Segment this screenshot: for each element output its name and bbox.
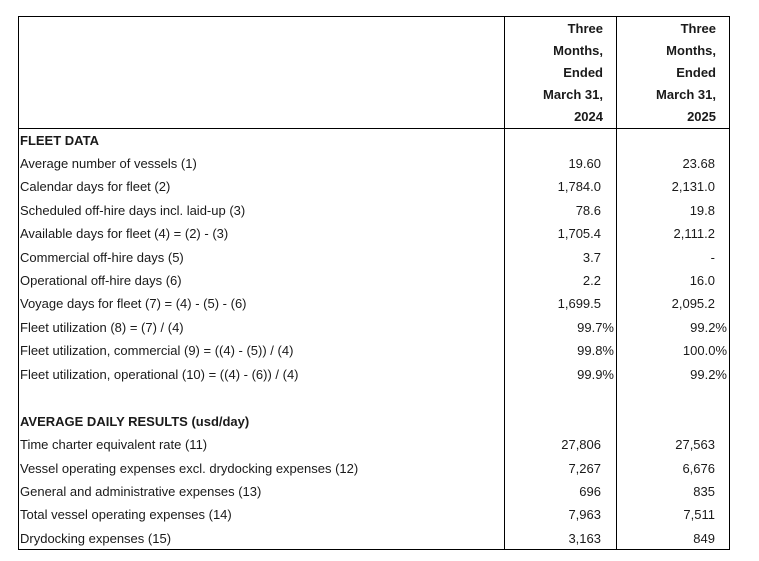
value-2025: 2,131.0	[671, 179, 715, 194]
value-2025: -	[710, 250, 715, 265]
header-year: 2024	[574, 109, 603, 124]
value-2025: 2,095.2	[671, 296, 715, 311]
row-label: Fleet utilization, commercial (9) = ((4) - (5)) / (4)	[20, 343, 294, 358]
row-label: Voyage days for fleet (7) = (4) - (5) - (6)	[20, 296, 247, 311]
value-2024: 1,784.0	[557, 179, 601, 194]
table-row	[19, 269, 729, 292]
section-heading: AVERAGE DAILY RESULTS (usd/day)	[20, 414, 250, 429]
value-2024: 78.6	[575, 203, 601, 218]
value-2024: 2.2	[582, 273, 601, 288]
section-heading-fleet-data	[19, 129, 729, 152]
table-row	[19, 433, 729, 456]
table-row	[19, 503, 729, 526]
table-row	[19, 363, 729, 386]
value-2025: 100.0%	[682, 343, 727, 358]
table-row	[19, 246, 729, 269]
value-2024: 3.7	[582, 250, 601, 265]
value-2024: 99.9%	[577, 367, 614, 382]
value-2024: 696	[579, 484, 601, 499]
header-line: Ended	[563, 65, 603, 80]
section-heading: FLEET DATA	[20, 133, 99, 148]
value-2024: 1,705.4	[557, 226, 601, 241]
table-row	[19, 527, 729, 550]
table-row	[19, 222, 729, 245]
row-label: Calendar days for fleet (2)	[20, 179, 171, 194]
row-label: Commercial off-hire days (5)	[20, 250, 184, 265]
table-row	[19, 339, 729, 362]
row-label: General and administrative expenses (13)	[20, 484, 262, 499]
value-2025: 6,676	[682, 461, 715, 476]
header-line: Ended	[676, 65, 716, 80]
table-row	[19, 152, 729, 175]
row-label: Scheduled off-hire days incl. laid-up (3)	[20, 203, 246, 218]
row-label: Fleet utilization, operational (10) = ((4) - (6)) / (4)	[20, 367, 299, 382]
table-row	[19, 175, 729, 198]
row-label: Fleet utilization (8) = (7) / (4)	[20, 320, 184, 335]
value-2025: 849	[693, 531, 715, 546]
column-header-2025	[617, 17, 729, 129]
section-heading-daily-results	[19, 410, 729, 433]
row-label: Time charter equivalent rate (11)	[20, 437, 208, 452]
table-row	[19, 457, 729, 480]
header-line: March 31,	[543, 87, 603, 102]
row-label: Operational off-hire days (6)	[20, 273, 182, 288]
table-row	[19, 316, 729, 339]
header-line: Three	[680, 21, 716, 36]
row-label: Total vessel operating expenses (14)	[20, 507, 232, 522]
value-2025: 27,563	[675, 437, 715, 452]
header-line: Months,	[666, 43, 716, 58]
table-row	[19, 292, 729, 315]
value-2025: 16.0	[689, 273, 715, 288]
row-label: Available days for fleet (4) = (2) - (3)	[20, 226, 229, 241]
table-row	[19, 199, 729, 222]
value-2025: 99.2%	[690, 367, 727, 382]
header-year: 2025	[687, 109, 716, 124]
value-2024: 27,806	[561, 437, 601, 452]
column-header-2024	[505, 17, 616, 129]
value-2025: 2,111.2	[673, 226, 715, 241]
value-2024: 1,699.5	[557, 296, 601, 311]
row-label: Average number of vessels (1)	[20, 156, 197, 171]
value-2024: 99.8%	[577, 343, 614, 358]
value-2025: 23.68	[682, 156, 715, 171]
header-line: Months,	[553, 43, 603, 58]
value-2025: 7,511	[683, 507, 715, 522]
fleet-data-table	[18, 16, 730, 550]
value-2024: 3,163	[568, 531, 601, 546]
header-line: March 31,	[656, 87, 716, 102]
value-2025: 99.2%	[690, 320, 727, 335]
table-row	[19, 480, 729, 503]
value-2025: 19.8	[689, 203, 715, 218]
value-2024: 99.7%	[577, 320, 614, 335]
row-label: Drydocking expenses (15)	[20, 531, 172, 546]
value-2024: 7,963	[568, 507, 601, 522]
header-line: Three	[567, 21, 603, 36]
value-2024: 7,267	[568, 461, 601, 476]
value-2024: 19.60	[568, 156, 601, 171]
row-label: Vessel operating expenses excl. drydocking expenses (12)	[20, 461, 359, 476]
value-2025: 835	[693, 484, 715, 499]
